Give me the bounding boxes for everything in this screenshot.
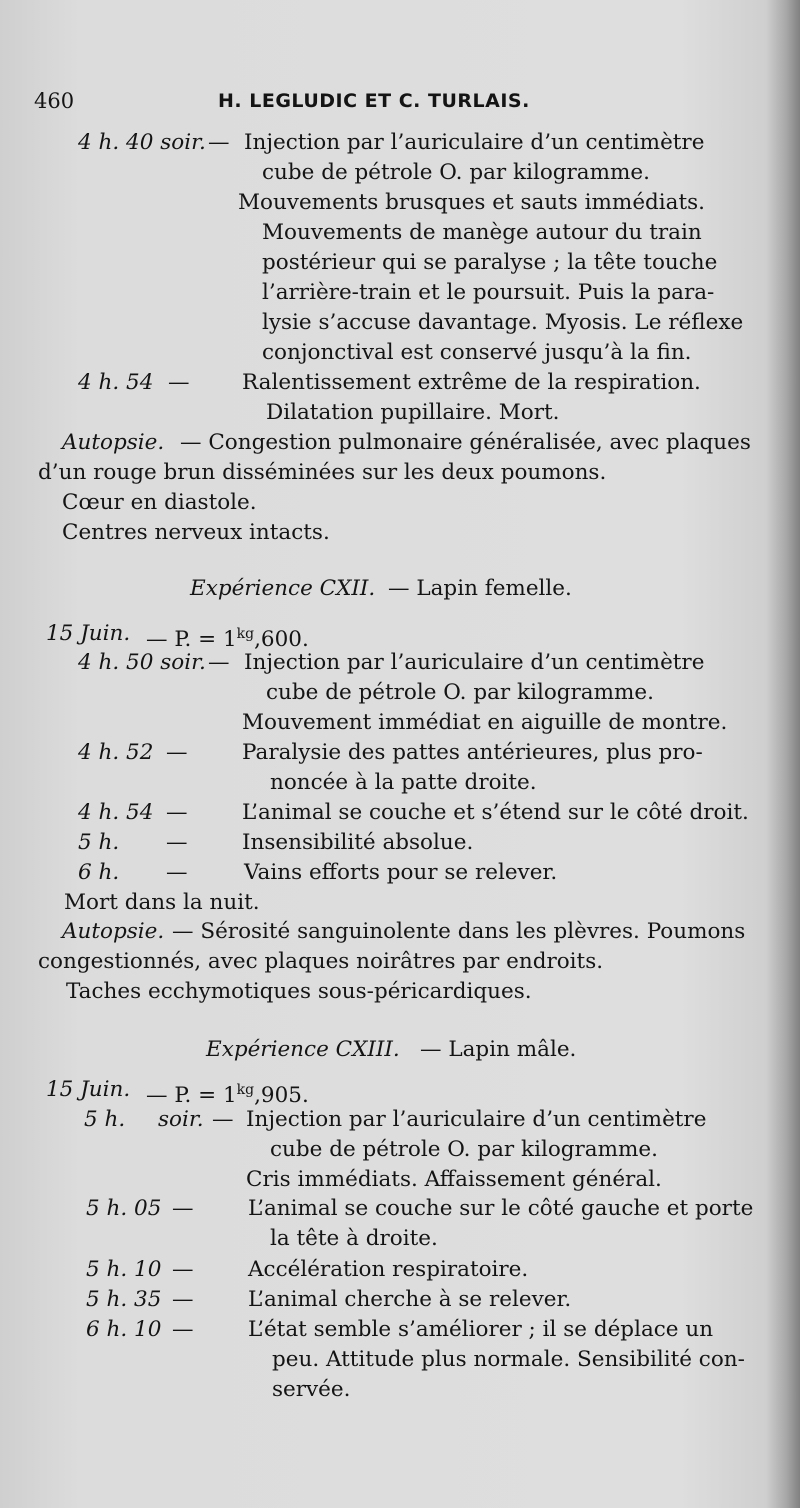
entry-text: Injection par l’auriculaire d’un centimètre	[244, 650, 705, 675]
entry-dash: —	[172, 1257, 194, 1282]
entry-text: L’animal se couche sur le côté gauche et porte	[248, 1196, 754, 1221]
entry-dash: —	[166, 830, 188, 855]
entry-dash: —	[166, 740, 188, 765]
entry-dash: —	[172, 1287, 194, 1312]
entry-dash: —	[212, 1107, 234, 1132]
entry-text: Accélération respiratoire.	[248, 1257, 529, 1282]
autopsy-text: d’un rouge brun disséminées sur les deux poumons.	[38, 460, 607, 485]
experiment-date: 15 Juin.	[46, 621, 131, 646]
entry-text: Mouvements de manège autour du train	[262, 220, 702, 245]
entry-text: l’arrière-train et le poursuit. Puis la para-	[262, 280, 715, 305]
entry-time: 4 h. 54	[78, 800, 154, 825]
autopsy-text: congestionnés, avec plaques noirâtres par endroits.	[38, 949, 604, 974]
experiment-subtitle: — Lapin mâle.	[420, 1037, 577, 1062]
autopsy-label: Autopsie.	[62, 430, 165, 455]
experiment-subtitle: — Lapin femelle.	[388, 576, 572, 601]
entry-time: 4 h. 54	[78, 370, 154, 395]
entry-text: cube de pétrole O. par kilogramme.	[270, 1137, 658, 1162]
entry-text: la tête à droite.	[270, 1226, 438, 1251]
death-note: Mort dans la nuit.	[64, 890, 260, 915]
entry-time: 5 h. 35	[86, 1287, 162, 1312]
entry-time: 4 h. 52	[78, 740, 154, 765]
entry-time: 6 h.	[78, 860, 120, 885]
entry-dash: —	[172, 1196, 194, 1221]
autopsy-text: Cœur en diastole.	[62, 490, 257, 515]
entry-text: Injection par l’auriculaire d’un centimètre	[244, 130, 705, 155]
experiment-weight: — P. = $1^{kg},600$.	[146, 626, 309, 653]
entry-dash: —	[172, 1317, 194, 1342]
entry-text: cube de pétrole O. par kilogramme.	[262, 160, 650, 185]
entry-text: conjonctival est conservé jusqu’à la fin.	[262, 340, 692, 365]
entry-time: 5 h. 10	[86, 1257, 162, 1282]
entry-text: L’état semble s’améliorer ; il se déplace un	[248, 1317, 714, 1342]
page-number: 460	[34, 89, 75, 113]
autopsy-text: Taches ecchymotiques sous-péricardiques.	[66, 979, 532, 1004]
entry-text: lysie s’accuse davantage. Myosis. Le réflexe	[262, 310, 744, 335]
entry-text: servée.	[272, 1377, 351, 1402]
autopsy-label: Autopsie.	[62, 919, 165, 944]
experiment-title: Expérience CXII.	[190, 576, 376, 601]
autopsy-text: — Sérosité sanguinolente dans les plèvres. Poumons	[172, 919, 746, 944]
entry-text: Mouvements brusques et sauts immédiats.	[238, 190, 706, 215]
entry-text: peu. Attitude plus normale. Sensibilité con-	[272, 1347, 745, 1372]
entry-text: postérieur qui se paralyse ; la tête touche	[262, 250, 718, 275]
entry-time: 6 h. 10	[86, 1317, 162, 1342]
entry-dash: —	[208, 650, 230, 675]
entry-text: Paralysie des pattes antérieures, plus pro-	[242, 740, 703, 765]
entry-text: Dilatation pupillaire. Mort.	[266, 400, 560, 425]
entry-dash: —	[166, 860, 188, 885]
entry-time-suffix: soir.	[158, 1107, 204, 1132]
entry-time: 4 h. 40 soir.	[78, 130, 206, 155]
entry-time: 5 h. 05	[86, 1196, 162, 1221]
entry-text: cube de pétrole O. par kilogramme.	[266, 680, 654, 705]
entry-text: L’animal cherche à se relever.	[248, 1287, 572, 1312]
entry-dash: —	[208, 130, 230, 155]
autopsy-text: — Congestion pulmonaire généralisée, avec plaques	[180, 430, 751, 455]
autopsy-text: Centres nerveux intacts.	[62, 520, 330, 545]
entry-text: Ralentissement extrême de la respiration.	[242, 370, 701, 395]
entry-text: noncée à la patte droite.	[270, 770, 537, 795]
entry-text: Cris immédiats. Affaissement général.	[246, 1167, 662, 1192]
entry-text: L’animal se couche et s’étend sur le côté droit.	[242, 800, 749, 825]
entry-text: Injection par l’auriculaire d’un centimètre	[246, 1107, 707, 1132]
entry-text: Vains efforts pour se relever.	[244, 860, 558, 885]
entry-text: Insensibilité absolue.	[242, 830, 474, 855]
experiment-title: Expérience CXIII.	[206, 1037, 400, 1062]
entry-dash: —	[168, 370, 190, 395]
entry-time: 5 h.	[84, 1107, 126, 1132]
entry-time: 5 h.	[78, 830, 120, 855]
experiment-date: 15 Juin.	[46, 1077, 131, 1102]
entry-text: Mouvement immédiat en aiguille de montre.	[242, 710, 728, 735]
experiment-weight: — P. = $1^{kg},905$.	[146, 1082, 309, 1109]
running-header: H. LEGLUDIC ET C. TURLAIS.	[218, 90, 530, 112]
page-edge-shadow	[766, 0, 800, 1508]
entry-dash: —	[166, 800, 188, 825]
entry-time: 4 h. 50 soir.	[78, 650, 206, 675]
